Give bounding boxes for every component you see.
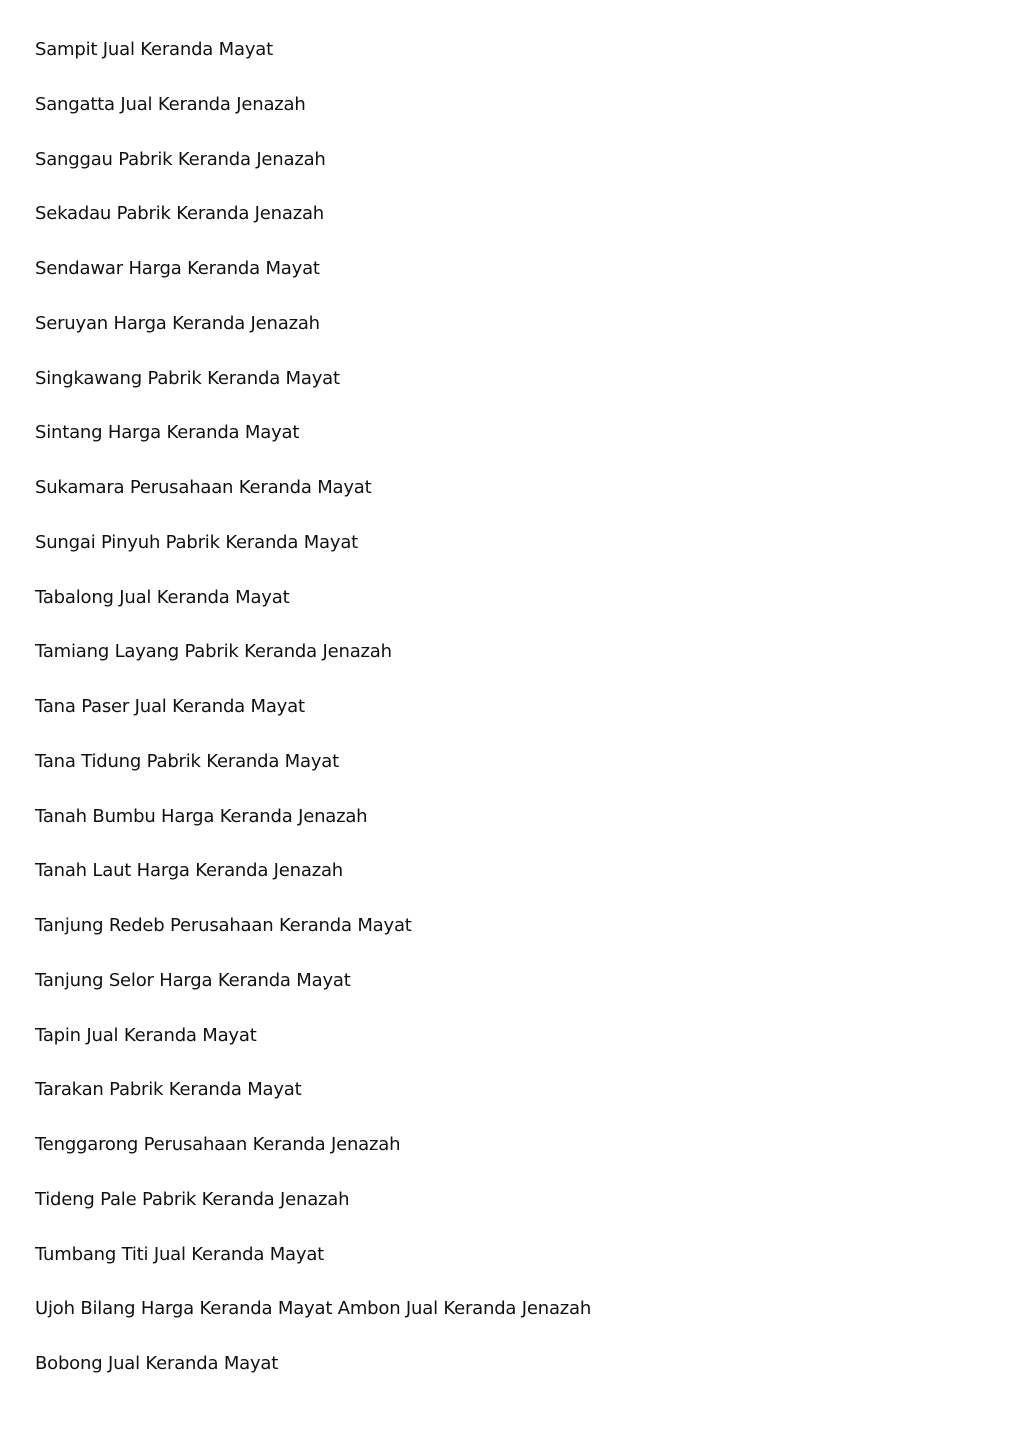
text-line: Tanjung Redeb Perusahaan Keranda Mayat <box>35 915 412 936</box>
text-line: Tabalong Jual Keranda Mayat <box>35 586 290 608</box>
text-line: Tapin Jual Keranda Mayat <box>35 1024 257 1046</box>
text-line: Seruyan Harga Keranda Jenazah <box>35 312 320 334</box>
text-line: Tenggarong Perusahaan Keranda Jenazah <box>35 1134 401 1155</box>
text-line: Singkawang Pabrik Keranda Mayat <box>35 367 340 389</box>
text-line: Sampit Jual Keranda Mayat <box>35 39 273 60</box>
text-line: Tana Tidung Pabrik Keranda Mayat <box>35 750 339 772</box>
text-line: Bobong Jual Keranda Mayat <box>35 1353 279 1374</box>
text-line: Sanggau Pabrik Keranda Jenazah <box>35 148 326 170</box>
text-line-list <box>35 36 1024 1405</box>
text-line: Tanjung Selor Harga Keranda Mayat <box>35 969 351 991</box>
text-line: Sekadau Pabrik Keranda Jenazah <box>35 203 324 225</box>
text-line: Tamiang Layang Pabrik Keranda Jenazah <box>35 641 392 663</box>
text-line: Ujoh Bilang Harga Keranda Mayat Ambon Jual Keranda Jenazah <box>35 1298 592 1320</box>
text-line: Tarakan Pabrik Keranda Mayat <box>35 1079 302 1101</box>
text-line: Tanah Bumbu Harga Keranda Jenazah <box>35 805 368 827</box>
text-line: Sendawar Harga Keranda Mayat <box>35 258 320 279</box>
text-line: Tideng Pale Pabrik Keranda Jenazah <box>35 1188 350 1210</box>
text-line: Tana Paser Jual Keranda Mayat <box>35 696 305 717</box>
text-line: Sangatta Jual Keranda Jenazah <box>35 93 306 115</box>
text-line: Sintang Harga Keranda Mayat <box>35 422 300 444</box>
text-line: Tumbang Titi Jual Keranda Mayat <box>35 1243 325 1265</box>
text-line: Sungai Pinyuh Pabrik Keranda Mayat <box>35 531 359 553</box>
text-line: Sukamara Perusahaan Keranda Mayat <box>35 477 372 498</box>
text-line: Tanah Laut Harga Keranda Jenazah <box>35 860 343 882</box>
